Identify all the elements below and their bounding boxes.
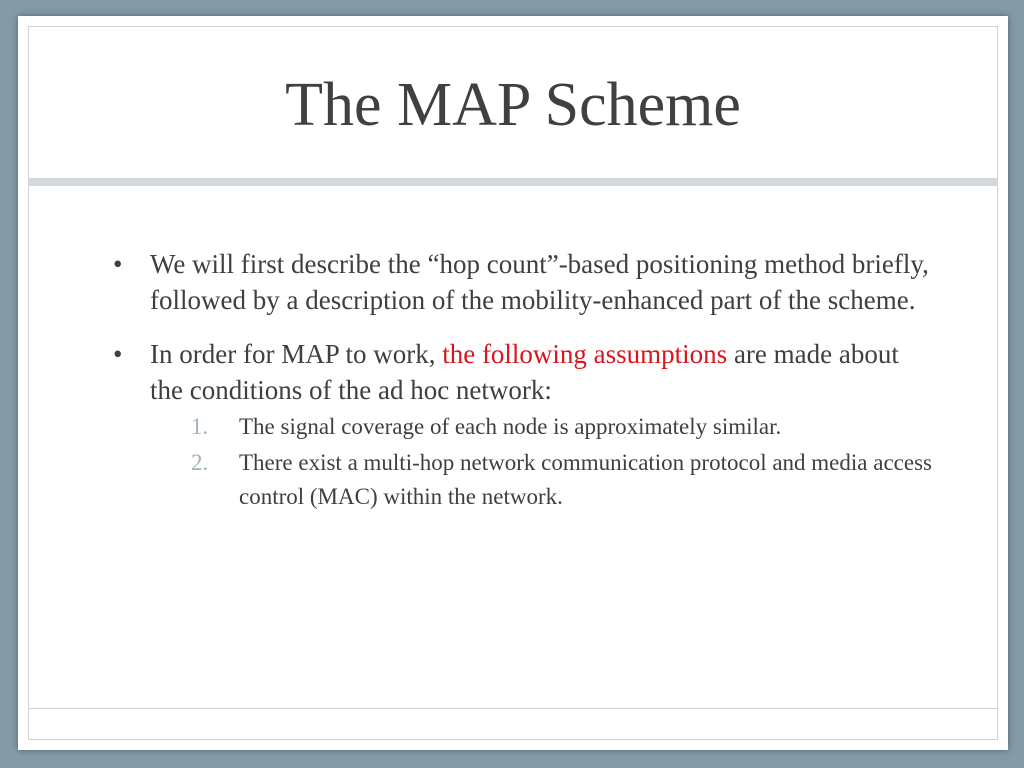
- bullet-item-2: [113, 336, 933, 514]
- sub-list-number: 2.: [191, 450, 209, 475]
- footer-divider: [28, 708, 998, 709]
- sub-list-item-2: [150, 446, 933, 514]
- bullet-marker: •: [113, 249, 123, 279]
- bullet-marker: •: [113, 339, 123, 369]
- title-divider: [28, 178, 998, 186]
- sub-list-text: There exist a multi-hop network communication protocol and media access control (MAC) within the network.: [239, 450, 932, 509]
- sub-list-item-1: [150, 410, 933, 444]
- slide-title: The MAP Scheme: [285, 71, 741, 139]
- bullet-text-after: are made about the conditions of the ad hoc network:: [150, 339, 899, 405]
- sub-list-number: 1.: [191, 414, 209, 439]
- slide-body: [113, 246, 933, 532]
- bullet-item-1: [113, 246, 933, 318]
- highlighted-phrase: the following assumptions: [442, 339, 728, 369]
- bullet-text: We will first describe the “hop count”-based positioning method briefly, followed by a description of the mobility-enhanced part of the scheme.: [150, 249, 929, 315]
- sub-list-text: The signal coverage of each node is approximately similar.: [239, 414, 782, 439]
- slide: [18, 16, 1008, 750]
- numbered-sub-list: [150, 410, 933, 514]
- bullet-text-before: In order for MAP to work,: [150, 339, 443, 369]
